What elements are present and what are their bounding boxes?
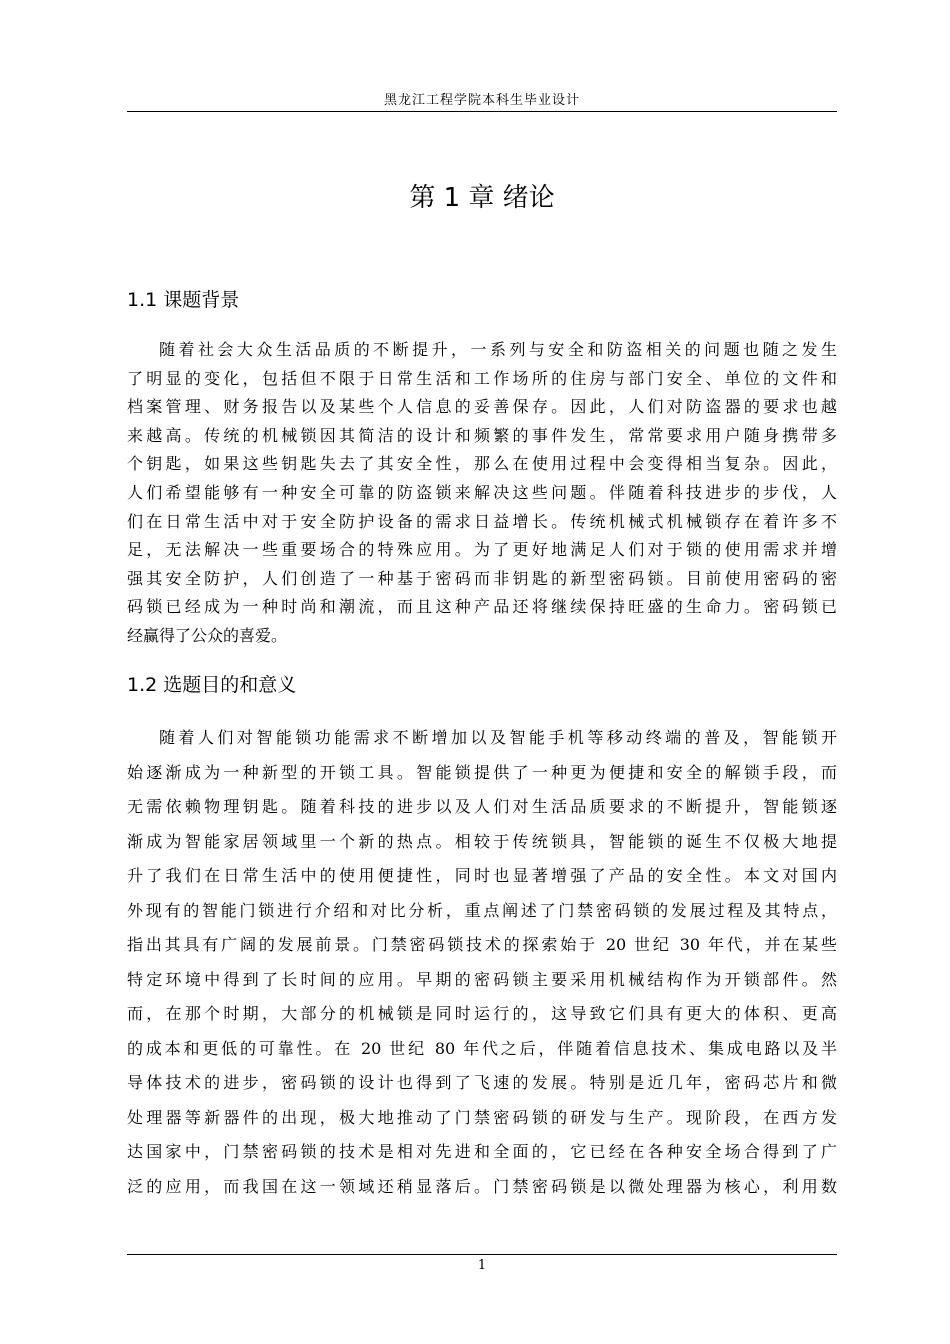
paragraph-line: 随着人们对智能锁功能需求不断增加以及智能手机等移动终端的普及，智能锁开	[159, 728, 837, 747]
paragraph-line: 的成本和更低的可靠性。在 20 世纪 80 年代之后，伴随着信息技术、集成电路以及半	[127, 1038, 837, 1058]
paragraph-line: 人们希望能够有一种安全可靠的防盗锁来解决这些问题。伴随着科技进步的步伐，人	[127, 482, 837, 502]
paragraph-line: 强其安全防护，人们创造了一种基于密码而非钥匙的新型密码锁。目前使用密码的密	[127, 568, 837, 588]
paragraph-line: 们在日常生活中对于安全防护设备的需求日益增长。传统机械式机械锁存在着许多不	[127, 511, 837, 531]
running-header: 黑龙江工程学院本科生毕业设计	[383, 93, 580, 108]
paragraph-line: 导体技术的进步，密码锁的设计也得到了飞速的发展。特别是近几年，密码芯片和微	[127, 1073, 837, 1092]
paragraph-line: 来越高。传统的机械锁因其简洁的设计和频繁的事件发生，常常要求用户随身携带多	[127, 425, 837, 445]
paragraph-line: 渐成为智能家居领域里一个新的热点。相较于传统锁具，智能锁的诞生不仅极大地提	[127, 831, 837, 851]
header-rule	[127, 111, 837, 112]
paragraph-line: 档案管理、财务报告以及某些个人信息的妥善保存。因此，人们对防盗器的要求也越	[127, 397, 837, 417]
paragraph-line: 升了我们在日常生活中的使用便捷性，同时也显著增强了产品的安全性。本文对国内	[127, 866, 837, 885]
page-number: 1	[477, 1258, 487, 1273]
paragraph-line: 码锁已经成为一种时尚和潮流，而且这种产品还将继续保持旺盛的生命力。密码锁已	[127, 597, 837, 617]
paragraph-line: 足，无法解决一些重要场合的特殊应用。为了更好地满足人们对于锁的使用需求并增	[127, 540, 837, 560]
paragraph-line: 而，在那个时期，大部分的机械锁是同时运行的，这导致它们具有更大的体积、更高	[127, 1004, 837, 1023]
paragraph-line: 了明显的变化，包括但不限于日常生活和工作场所的住房与部门安全、单位的文件和	[127, 368, 837, 388]
paragraph-line: 始逐渐成为一种新型的开锁工具。智能锁提供了一种更为便捷和安全的解锁手段，而	[127, 762, 837, 782]
paragraph-line: 达国家中，门禁密码锁的技术是相对先进和全面的，它已经在各种安全场合得到了广	[127, 1142, 837, 1161]
paragraph-line: 泛的应用，而我国在这一领域还稍显落后。门禁密码锁是以微处理器为核心，利用数	[127, 1176, 837, 1196]
section-heading-1-1: 1.1 课题背景	[127, 289, 240, 311]
paragraph-line: 处理器等新器件的出现，极大地推动了门禁密码锁的研发与生产。现阶段，在西方发	[127, 1107, 837, 1127]
paragraph-background	[127, 336, 837, 651]
paragraph-line: 随着社会大众生活品质的不断提升，一系列与安全和防盗相关的问题也随之发生	[159, 340, 837, 359]
paragraph-purpose	[127, 721, 837, 1204]
paragraph-line: 指出其具有广阔的发展前景。门禁密码锁技术的探索始于 20 世纪 30 年代，并在某些	[127, 935, 837, 954]
paragraph-line: 个钥匙，如果这些钥匙失去了其安全性，那么在使用过程中会变得相当复杂。因此，	[127, 454, 837, 474]
paragraph-line: 经赢得了公众的喜爱。	[127, 625, 288, 645]
chapter-title: 第 1 章 绪论	[409, 183, 555, 213]
paragraph-line: 外现有的智能门锁进行介绍和对比分析，重点阐述了门禁密码锁的发展过程及其特点，	[127, 900, 837, 920]
paragraph-line: 特定环境中得到了长时间的应用。早期的密码锁主要采用机械结构作为开锁部件。然	[127, 969, 837, 989]
paragraph-line: 无需依赖物理钥匙。随着科技的进步以及人们对生活品质要求的不断提升，智能锁逐	[127, 797, 837, 816]
footer-rule	[127, 1254, 837, 1255]
section-heading-1-2: 1.2 选题目的和意义	[127, 674, 297, 696]
